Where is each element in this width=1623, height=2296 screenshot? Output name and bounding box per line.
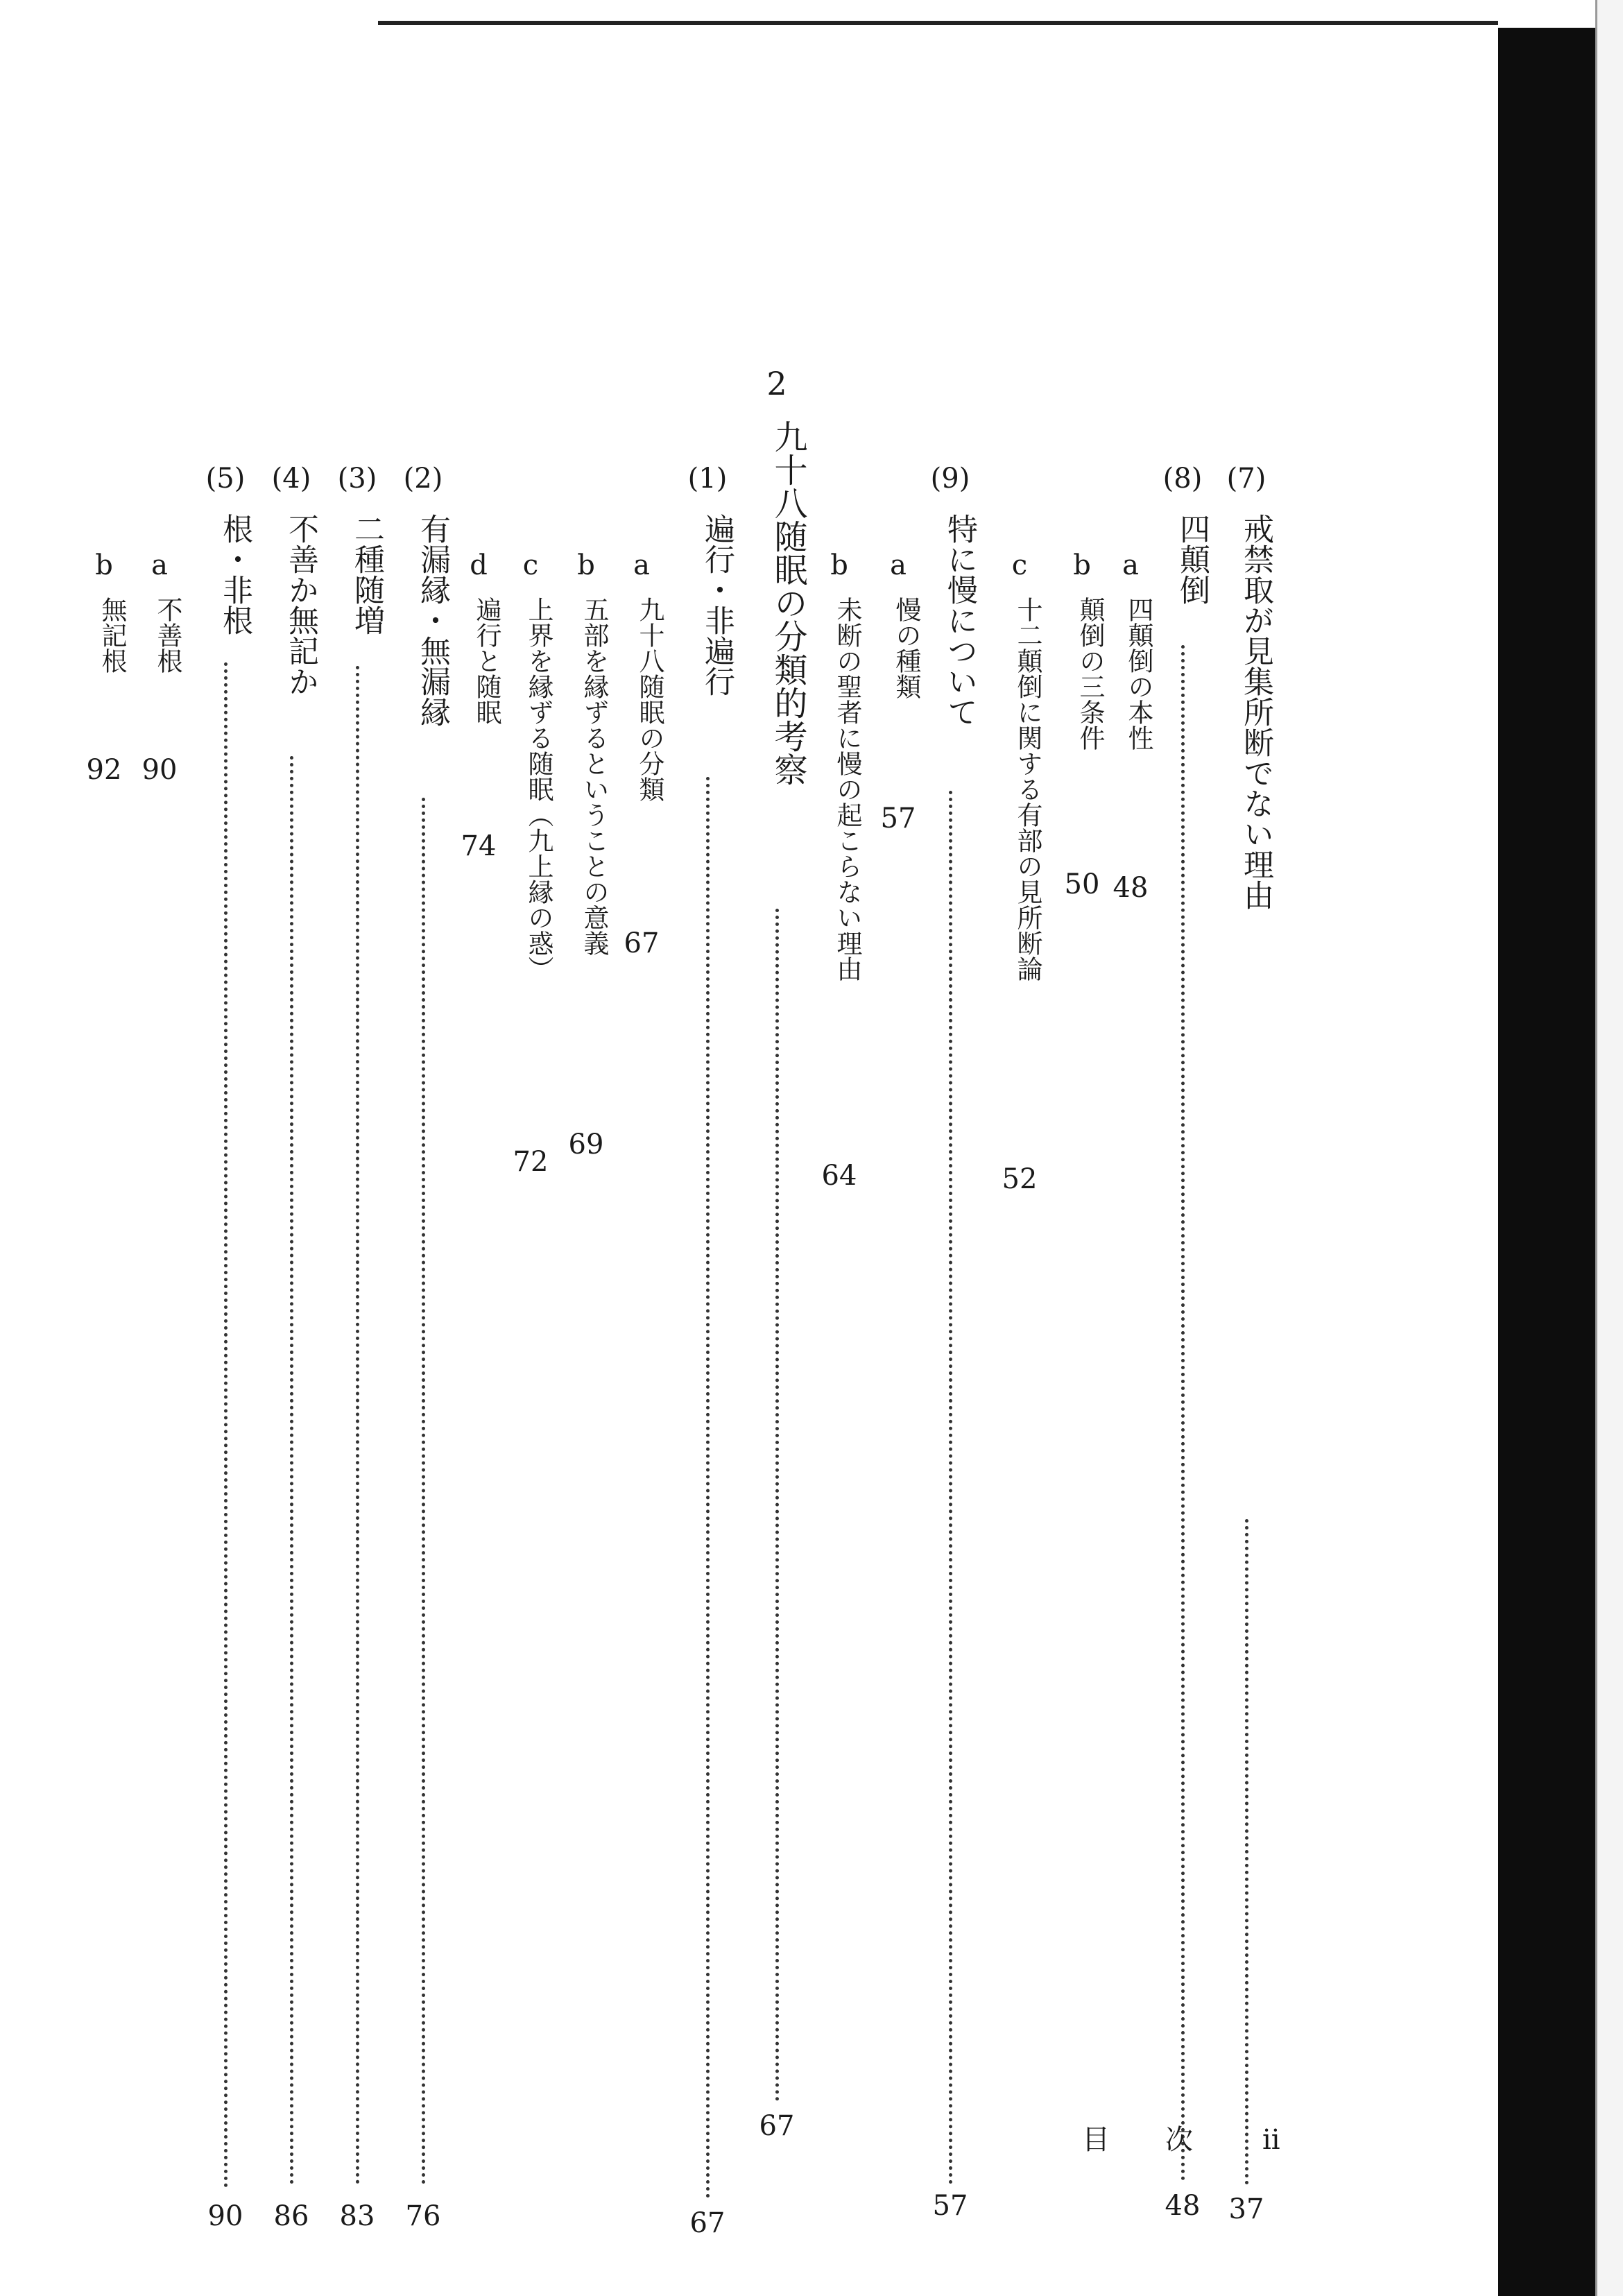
scan-edge-shadow xyxy=(1498,28,1595,2296)
leader-dots xyxy=(706,777,710,2199)
entry-title: 遍行と随眠 xyxy=(472,597,501,725)
entry-page: 76 xyxy=(405,2200,441,2232)
entry-title: 十二顛倒に関する有部の見所断論 xyxy=(1013,597,1042,982)
entry-page: 72 xyxy=(513,1146,549,1178)
entry-letter: a xyxy=(633,549,650,581)
entry-number: (3) xyxy=(337,463,377,495)
toc-entry-8 xyxy=(1158,463,1210,2282)
toc-entry-7 xyxy=(1222,465,1271,2282)
toc-entry-5 xyxy=(201,465,250,2282)
scan-edge xyxy=(1595,0,1623,2296)
entry-title: 四顛倒の本性 xyxy=(1124,597,1153,751)
entry-title: 五部を縁ずるということの意義 xyxy=(579,597,609,956)
entry-title: 上界を縁ずる随眠（九上縁の惑） xyxy=(524,597,553,982)
entry-letter: a xyxy=(890,549,907,581)
entry-title: 二種随増 xyxy=(349,513,384,635)
leader-dots xyxy=(949,791,952,2185)
toc-entry-9a xyxy=(877,551,919,864)
toc-entry-1c xyxy=(510,551,551,1210)
page-number: ii xyxy=(1262,2124,1280,2156)
entry-letter: a xyxy=(151,549,168,581)
entry-page: 52 xyxy=(1002,1163,1038,1195)
entry-title: 有漏縁・無漏縁 xyxy=(415,513,450,727)
entry-page: 57 xyxy=(932,2190,968,2222)
entry-title: 無記根 xyxy=(97,597,127,674)
toc-entry-1d xyxy=(458,551,499,898)
entry-number: (1) xyxy=(687,463,728,495)
entry-page: 86 xyxy=(273,2200,309,2232)
entry-title: 根・非根 xyxy=(217,513,252,635)
entry-title: 不善根 xyxy=(153,597,182,674)
entry-page: 50 xyxy=(1064,868,1100,900)
entry-letter: b xyxy=(95,549,113,581)
entry-number: (5) xyxy=(205,463,246,495)
entry-page: 48 xyxy=(1113,872,1149,904)
toc-entry-9b xyxy=(818,551,860,1210)
entry-letter: b xyxy=(577,549,595,581)
entry-letter: a xyxy=(1122,549,1139,581)
toc-entry-1a xyxy=(621,551,662,968)
toc-entry-1b xyxy=(565,551,607,1176)
entry-page: 57 xyxy=(880,803,916,834)
entry-page: 67 xyxy=(759,2110,795,2142)
entry-number: (2) xyxy=(403,463,443,495)
leader-dots xyxy=(422,798,425,2185)
leader-dots xyxy=(290,756,293,2185)
toc-entry-1 xyxy=(683,463,735,2282)
leader-dots xyxy=(1181,645,1185,2182)
leader-dots xyxy=(775,909,779,2102)
toc-entry-8b xyxy=(1061,551,1103,933)
entry-title: 顛倒の三条件 xyxy=(1075,597,1105,751)
entry-page: 69 xyxy=(568,1129,604,1160)
entry-title: 四顛倒 xyxy=(1174,513,1210,605)
leader-dots xyxy=(224,662,227,2188)
entry-letter: c xyxy=(1011,549,1028,581)
toc-entry-8a xyxy=(1110,551,1151,933)
entry-letter: c xyxy=(522,549,539,581)
toc-section-2 xyxy=(749,365,807,2185)
entry-number: (9) xyxy=(930,463,970,495)
entry-title: 遍行・非遍行 xyxy=(699,513,735,696)
section-number: 2 xyxy=(766,365,787,402)
toc-entry-5b xyxy=(83,551,125,829)
entry-page: 67 xyxy=(624,927,660,959)
section-title: 九十八随眠の分類的考察 xyxy=(768,420,807,786)
running-footer-label: 目 次 xyxy=(1082,2124,1207,2156)
toc-entry-9 xyxy=(926,463,977,2282)
entry-letter: b xyxy=(830,549,848,581)
toc-entry-8c xyxy=(999,551,1040,1210)
entry-title: 慢の種類 xyxy=(891,597,921,699)
entry-number: (8) xyxy=(1162,463,1203,495)
entry-letter: d xyxy=(470,549,488,581)
entry-title: 不善か無記か xyxy=(283,513,318,696)
leader-dots xyxy=(1245,1519,1248,2185)
entry-title: 九十八随眠の分類 xyxy=(635,597,664,802)
entry-number: (7) xyxy=(1226,463,1266,495)
entry-page: 67 xyxy=(689,2207,725,2239)
entry-title: 特に慢について xyxy=(942,513,977,727)
toc-entry-5a xyxy=(139,551,180,829)
entry-title: 未断の聖者に慢の起こらない理由 xyxy=(832,597,862,982)
toc-entry-3 xyxy=(333,463,384,2282)
entry-page: 64 xyxy=(821,1160,857,1192)
leader-dots xyxy=(356,666,359,2185)
toc-entry-2 xyxy=(399,463,450,2282)
top-rule xyxy=(378,21,1498,25)
entry-page: 92 xyxy=(86,754,122,786)
toc-entry-4 xyxy=(267,465,316,2282)
entry-title: 戒禁取が見集所断でない理由 xyxy=(1238,513,1273,910)
entry-letter: b xyxy=(1073,549,1091,581)
entry-number: (4) xyxy=(271,463,311,495)
entry-page: 48 xyxy=(1165,2190,1201,2222)
entry-page: 83 xyxy=(339,2200,375,2232)
entry-page: 90 xyxy=(207,2200,243,2232)
entry-page: 74 xyxy=(461,830,497,862)
entry-page: 37 xyxy=(1228,2193,1264,2225)
entry-page: 90 xyxy=(141,754,178,786)
